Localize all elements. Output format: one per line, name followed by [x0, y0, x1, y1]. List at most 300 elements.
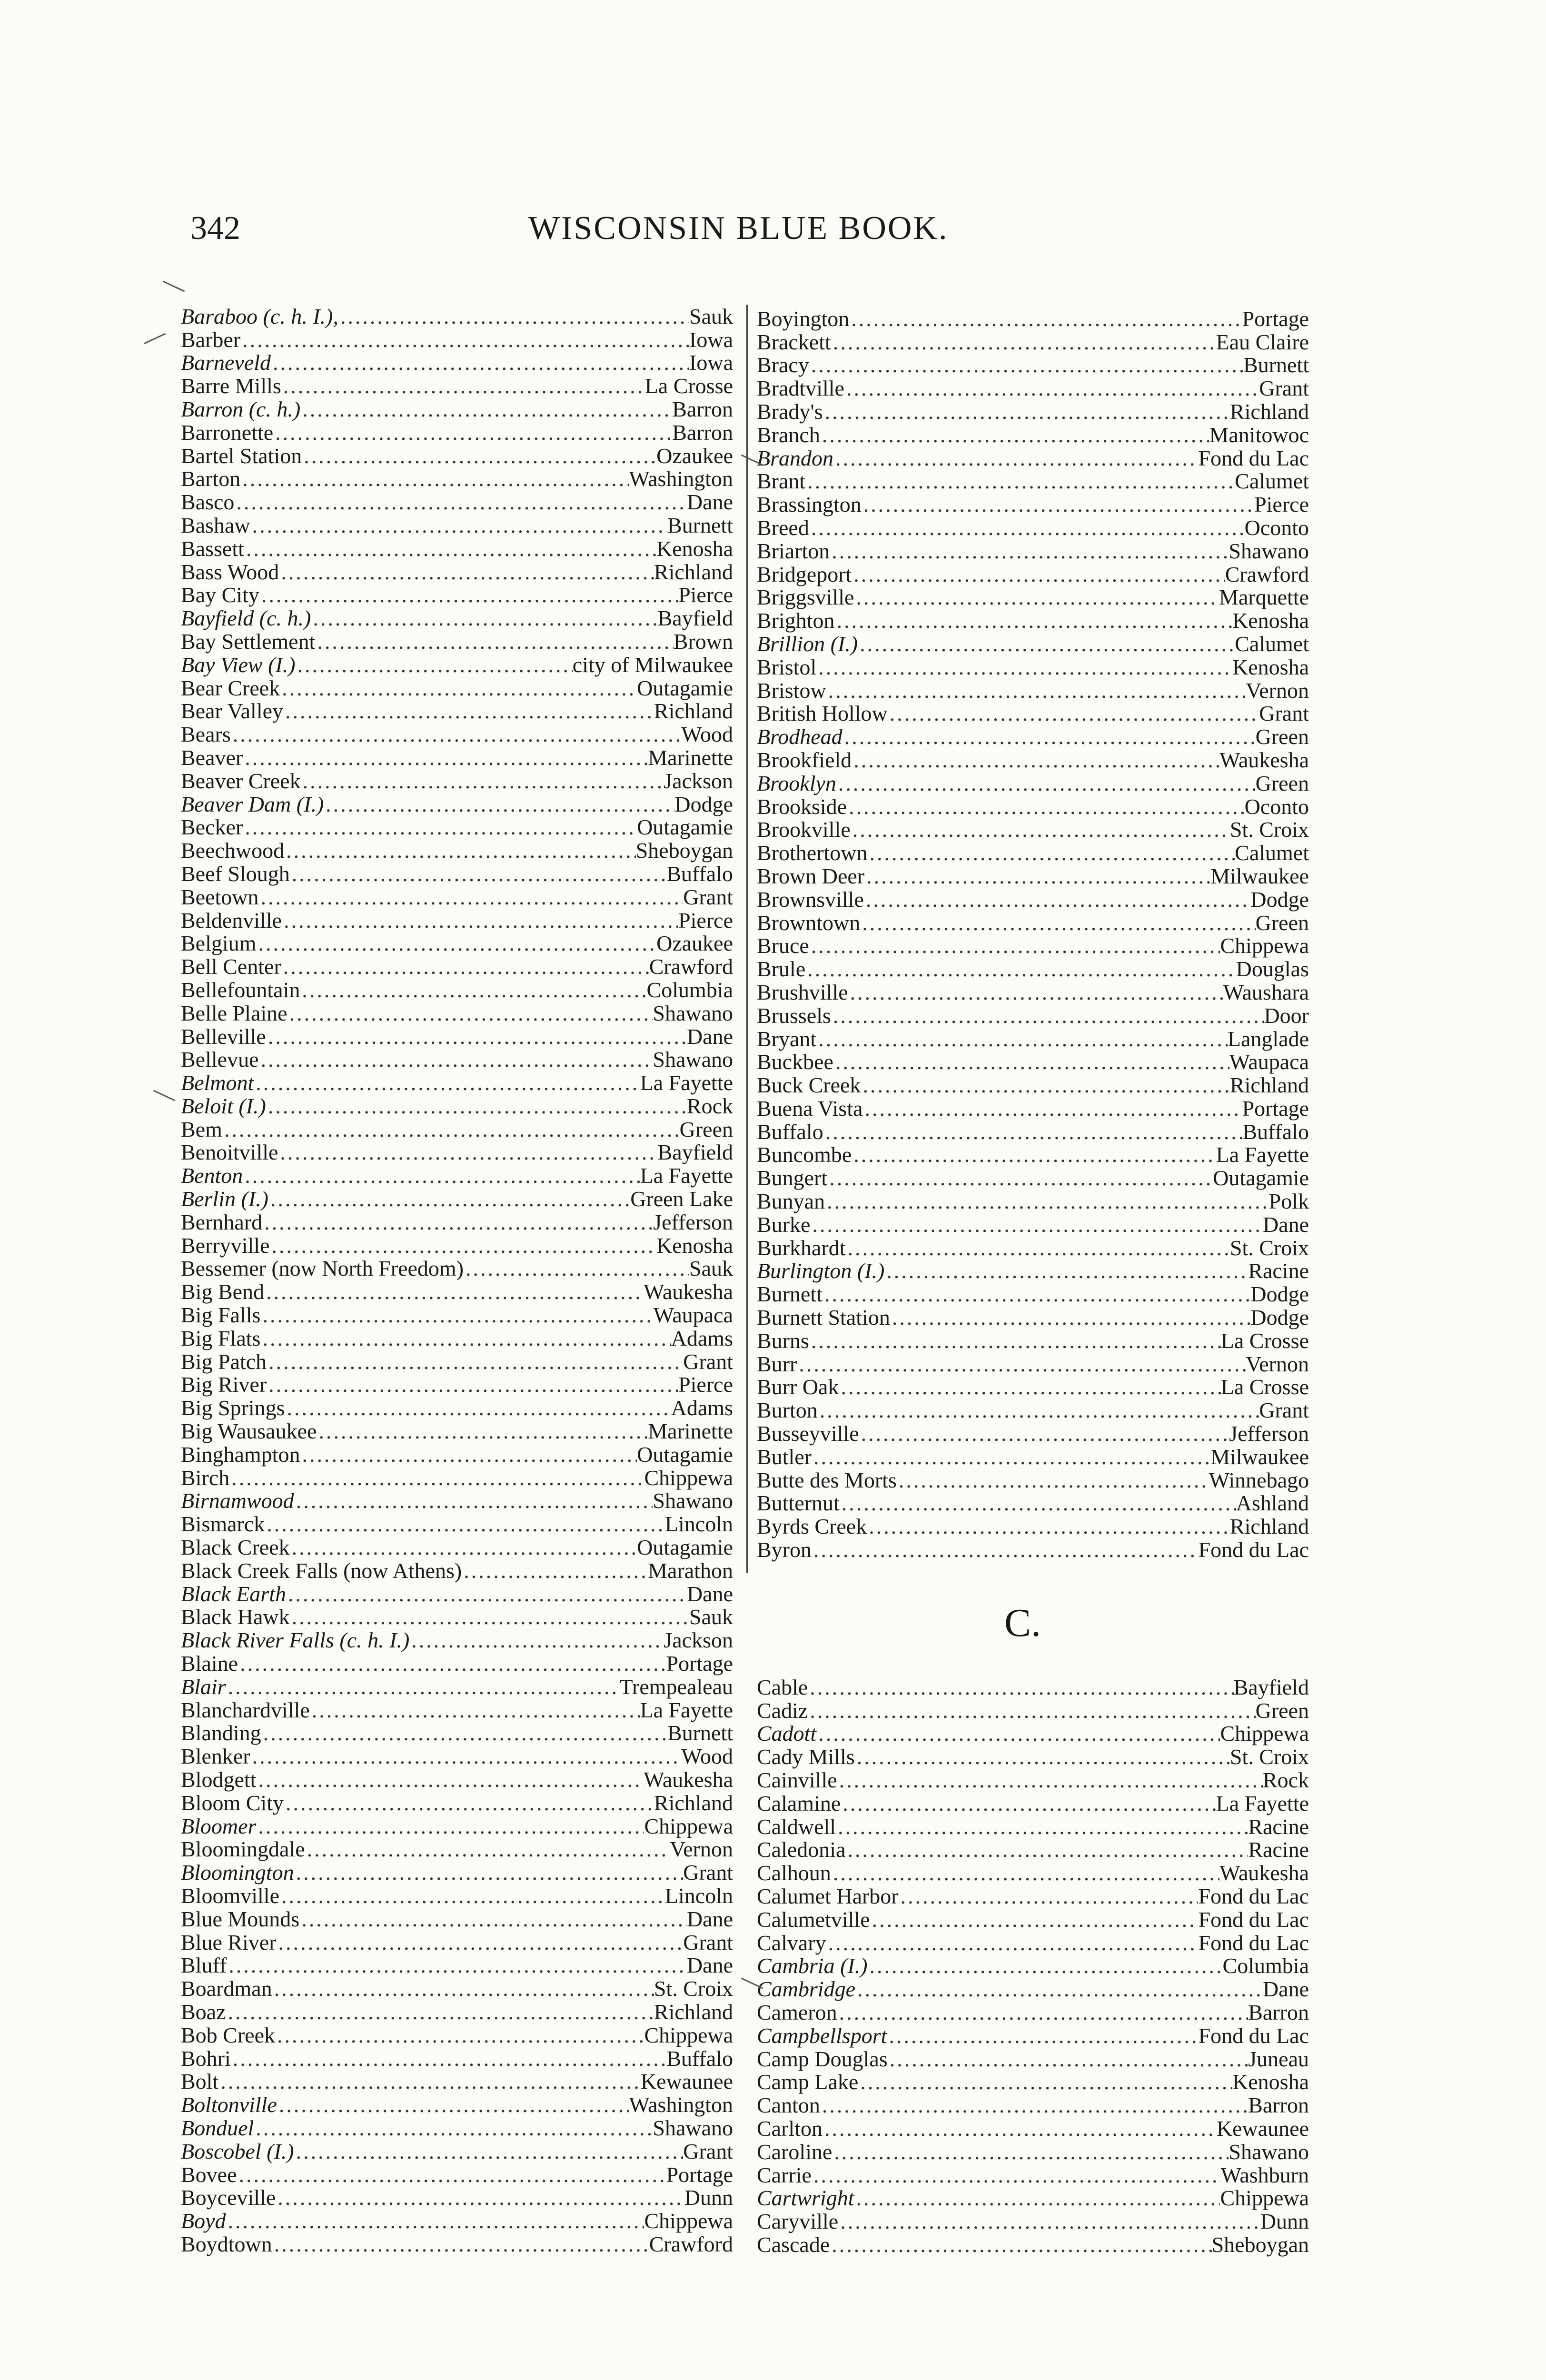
gazetteer-entry [181, 885, 733, 909]
gazetteer-entry [757, 2187, 1309, 2210]
gazetteer-entry [181, 584, 733, 607]
gazetteer-entry [181, 2163, 733, 2186]
gazetteer-entry [181, 1884, 733, 1907]
gazetteer-entry [757, 1236, 1309, 1259]
dot-leader [858, 2071, 1232, 2093]
gazetteer-entry [181, 1303, 733, 1327]
gazetteer-entry [181, 1489, 733, 1513]
dot-leader [284, 839, 635, 862]
gazetteer-entry [181, 1048, 733, 1071]
dot-leader [244, 537, 656, 560]
column-divider [746, 305, 748, 1573]
gazetteer-entry [181, 862, 733, 885]
dot-leader [849, 307, 1242, 330]
place-name: Bovee [181, 2162, 237, 2187]
county-name: Juneau [1248, 2046, 1309, 2071]
gazetteer-entry [757, 1259, 1309, 1283]
dot-leader [256, 1815, 644, 1838]
dot-leader [888, 2048, 1249, 2071]
county-name: Wood [681, 722, 733, 747]
place-name: Bloomer [181, 1814, 257, 1838]
dot-leader [231, 723, 682, 746]
dot-leader [259, 886, 684, 909]
gazetteer-entry [181, 467, 733, 491]
dot-leader [816, 656, 1232, 679]
gazetteer-entry [181, 1187, 733, 1210]
gazetteer-entry [181, 1002, 733, 1025]
place-name: Beechwood [181, 838, 285, 863]
county-name: Waushara [1223, 980, 1309, 1004]
place-name: Becker [181, 815, 243, 840]
place-name: Branch [757, 422, 820, 447]
dot-leader [846, 1237, 1230, 1259]
dot-leader [238, 1652, 666, 1675]
place-name: Byrds Creek [757, 1514, 867, 1539]
gazetteer-entry [181, 328, 733, 351]
place-name: Bay City [181, 583, 259, 607]
county-name: Buffalo [1242, 1119, 1309, 1144]
county-name: Oconto [1244, 515, 1309, 540]
place-name: Brookfield [757, 747, 852, 772]
gazetteer-entry [757, 493, 1309, 516]
place-name: Barron (c. h.) [181, 397, 301, 421]
dot-leader [831, 331, 1216, 354]
place-name: Beloit (I.) [181, 1093, 266, 1118]
place-name: Big Bend [181, 1279, 265, 1304]
place-name: Burke [757, 1212, 811, 1237]
dot-leader [826, 1932, 1199, 1954]
gazetteer-entry [181, 490, 733, 514]
dot-leader [279, 1884, 665, 1907]
county-name: Ashland [1236, 1491, 1309, 1516]
place-name: Baraboo (c. h. I.), [181, 304, 338, 328]
gazetteer-entry [757, 1398, 1309, 1422]
dot-leader [254, 1071, 640, 1094]
place-name: Boaz [181, 1999, 226, 2024]
place-name: Brookville [757, 817, 851, 842]
place-name: Caryville [757, 2209, 839, 2234]
place-name: Calumet Harbor [757, 1884, 899, 1908]
county-name: Sauk [689, 1605, 733, 1629]
county-name: Pierce [678, 583, 733, 607]
dot-leader [271, 351, 689, 374]
gazetteer-entry [757, 1166, 1309, 1190]
place-name: Black Creek [181, 1535, 290, 1560]
county-name: Kewaunee [1216, 2116, 1309, 2141]
county-name: Waukesha [644, 1279, 733, 1304]
gazetteer-entry [181, 2047, 733, 2070]
place-name: Beetown [181, 884, 259, 909]
county-name: Oconto [1244, 794, 1309, 819]
county-name: Marinette [648, 745, 733, 770]
place-name: Bears [181, 722, 231, 747]
dot-leader [870, 1908, 1199, 1931]
county-name: Shawano [653, 2115, 733, 2140]
place-name: Boyceville [181, 2185, 276, 2210]
place-name: Blanchardville [181, 1697, 310, 1722]
dot-leader [840, 1492, 1236, 1515]
dot-leader [281, 955, 649, 978]
dot-leader [837, 1769, 1263, 1792]
county-name: La Fayette [640, 1697, 733, 1722]
gazetteer-entry [181, 1652, 733, 1675]
county-name: Fond du Lac [1198, 1907, 1309, 1932]
county-name: Jefferson [653, 1210, 733, 1234]
county-name: Winnebago [1209, 1468, 1309, 1492]
dot-leader [897, 1469, 1209, 1492]
county-name: Crawford [649, 2231, 733, 2256]
gazetteer-entry [181, 700, 733, 723]
county-name: Outagamie [637, 1442, 733, 1467]
place-name: Butternut [757, 1491, 840, 1516]
dot-leader [818, 1399, 1259, 1422]
county-name: Dunn [684, 2185, 733, 2210]
gazetteer-entry [757, 725, 1309, 748]
place-name: Brillion (I.) [757, 631, 858, 656]
gazetteer-entry [181, 1954, 733, 1977]
county-name: Grant [683, 884, 733, 909]
county-name: Waupaca [653, 1303, 733, 1328]
place-name: Buena Vista [757, 1096, 863, 1121]
dot-leader [859, 1422, 1229, 1445]
dot-leader [256, 932, 656, 955]
county-name: Buffalo [666, 2046, 733, 2071]
dot-leader [278, 1141, 657, 1164]
county-name: Richland [654, 699, 733, 724]
place-name: Boydtown [181, 2231, 272, 2256]
dot-leader [808, 1699, 1255, 1722]
gazetteer-entry [181, 630, 733, 653]
county-name: Columbia [1222, 1954, 1309, 1978]
dot-leader [279, 561, 654, 584]
dot-leader [267, 1373, 678, 1396]
dot-leader [864, 865, 1210, 888]
place-name: Browntown [757, 910, 861, 935]
place-name: Big Falls [181, 1303, 261, 1328]
gazetteer-entry [181, 1118, 733, 1141]
dot-leader [464, 1257, 689, 1280]
county-name: Fond du Lac [1198, 2023, 1309, 2048]
gazetteer-entry [757, 1422, 1309, 1445]
place-name: Brule [757, 957, 806, 982]
gazetteer-entry [181, 2070, 733, 2093]
place-name: Campbellsport [757, 2023, 887, 2048]
place-name: Binghampton [181, 1442, 300, 1467]
gazetteer-entry [181, 2116, 733, 2140]
gazetteer-entry [181, 1931, 733, 1954]
gazetteer-entry [181, 2023, 733, 2047]
dot-leader [830, 2233, 1211, 2256]
gazetteer-entry [757, 1931, 1309, 1954]
place-name: Camp Douglas [757, 2046, 888, 2071]
gazetteer-entry [181, 1606, 733, 1629]
dot-leader [823, 400, 1230, 423]
county-name: Waukesha [644, 1767, 733, 1792]
gazetteer-entry [757, 632, 1309, 655]
gazetteer-entry [757, 354, 1309, 377]
gazetteer-entry [181, 909, 733, 932]
place-name: Caldwell [757, 1814, 836, 1839]
county-name: La Fayette [640, 1163, 733, 1188]
gazetteer-entry [757, 330, 1309, 354]
dot-leader [268, 1188, 630, 1210]
place-name: Black Hawk [181, 1605, 290, 1629]
place-name: Bloomington [181, 1860, 294, 1885]
place-name: Briarton [757, 538, 830, 563]
place-name: Beldenville [181, 908, 282, 932]
place-name: Cambridge [757, 1977, 855, 2002]
gazetteer-entry [181, 1396, 733, 1419]
county-name: La Crosse [644, 374, 733, 398]
dot-leader [805, 958, 1236, 981]
place-name: Caledonia [757, 1837, 846, 1862]
dot-leader [409, 1629, 664, 1652]
place-name: Bay View (I.) [181, 652, 296, 677]
county-name: Lincoln [664, 1512, 733, 1537]
place-name: Bellevue [181, 1047, 259, 1072]
gazetteer-entry [757, 2210, 1309, 2233]
dot-leader [234, 491, 687, 514]
page-header [0, 209, 1546, 248]
gazetteer-entry [757, 1815, 1309, 1838]
place-name: Byron [757, 1537, 812, 1562]
place-name: Barre Mills [181, 374, 281, 398]
place-name: Bay Settlement [181, 629, 316, 654]
gazetteer-entry [181, 606, 733, 630]
gazetteer-entry [757, 957, 1309, 981]
gazetteer-entry [757, 377, 1309, 400]
dot-leader [851, 818, 1230, 841]
dot-leader [311, 607, 657, 630]
dot-leader [300, 979, 646, 1002]
dot-leader [259, 1048, 653, 1071]
county-name: Shawano [1229, 2139, 1309, 2164]
place-name: Belmont [181, 1071, 254, 1095]
right-column-c [757, 1676, 1309, 2256]
gazetteer-entry [181, 305, 733, 328]
place-name: Bunyan [757, 1189, 825, 1214]
dot-leader [867, 1515, 1230, 1538]
county-name: Waukesha [1219, 747, 1309, 772]
place-name: Brooklyn [757, 771, 836, 795]
county-name: Chippewa [644, 1814, 733, 1838]
pencil-mark [163, 281, 185, 292]
gazetteer-entry [181, 2093, 733, 2116]
place-name: Cascade [757, 2232, 830, 2257]
county-name: Green [1255, 771, 1309, 795]
place-name: Bellefountain [181, 977, 300, 1002]
county-name: Columbia [646, 977, 733, 1002]
dot-leader [863, 1097, 1242, 1120]
place-name: Blaine [181, 1651, 238, 1676]
county-name: Jackson [664, 1628, 733, 1653]
county-name: Kenosha [1232, 608, 1309, 633]
place-name: Burlington (I.) [757, 1259, 885, 1283]
gazetteer-entry [757, 981, 1309, 1004]
gazetteer-entry [757, 748, 1309, 772]
county-name: Douglas [1236, 957, 1309, 982]
county-name: Green Lake [630, 1187, 733, 1211]
dot-leader [833, 447, 1198, 470]
dot-leader [300, 1443, 637, 1466]
place-name: Birnamwood [181, 1488, 294, 1513]
place-name: Bismarck [181, 1512, 265, 1537]
place-name: Brushville [757, 980, 848, 1004]
gazetteer-entry [181, 1791, 733, 1815]
dot-leader [261, 1722, 667, 1745]
dot-leader [282, 909, 678, 932]
county-name: Ozaukee [656, 443, 733, 468]
dot-leader [868, 1954, 1223, 1977]
gazetteer-entry [181, 1559, 733, 1582]
county-name: Brown [673, 629, 733, 654]
place-name: Bloom City [181, 1790, 284, 1815]
place-name: Beaver Creek [181, 768, 301, 793]
gazetteer-entry [757, 772, 1309, 795]
gazetteer-entry [757, 1861, 1309, 1884]
dot-leader [860, 912, 1255, 934]
dot-leader [855, 1978, 1263, 2001]
dot-leader [250, 1745, 682, 1768]
county-name: Calumet [1235, 841, 1309, 865]
dot-leader [294, 1861, 684, 1884]
county-name: Burnett [667, 1721, 733, 1745]
county-name: Dane [686, 1581, 733, 1606]
dot-leader [229, 1467, 644, 1489]
place-name: Bolt [181, 2069, 219, 2094]
dot-leader [862, 493, 1254, 516]
dot-leader [809, 354, 1243, 377]
gazetteer-entry [181, 1815, 733, 1838]
dot-leader [831, 1004, 1264, 1027]
county-name: Shawano [1229, 538, 1309, 563]
dot-leader [846, 1838, 1249, 1861]
county-name: St. Croix [654, 1976, 733, 2001]
dot-leader [841, 1792, 1216, 1815]
county-name: Kewaunee [640, 2069, 733, 2094]
county-name: Fond du Lac [1198, 1537, 1309, 1562]
dot-leader [462, 1559, 648, 1582]
place-name: Blenker [181, 1744, 250, 1769]
county-name: Vernon [1246, 678, 1309, 703]
dot-leader [808, 1676, 1233, 1699]
gazetteer-entry [181, 1466, 733, 1489]
gazetteer-entry [757, 307, 1309, 330]
dot-leader [338, 305, 689, 328]
dot-leader [290, 1606, 689, 1628]
dot-leader [888, 702, 1259, 725]
dot-leader [836, 1815, 1248, 1838]
gazetteer-entry [757, 888, 1309, 911]
county-name: Polk [1269, 1189, 1309, 1214]
county-name: Fond du Lac [1198, 1930, 1309, 1955]
dot-leader [272, 1977, 654, 2000]
place-name: Big Springs [181, 1396, 285, 1420]
place-name: Burkhardt [757, 1235, 846, 1260]
section-heading-c: C. [1004, 1601, 1041, 1645]
county-name: Marinette [648, 1419, 733, 1444]
place-name: Belgium [181, 931, 257, 956]
county-name: Sauk [689, 1256, 733, 1281]
gazetteer-entry [757, 586, 1309, 609]
county-name: Iowa [689, 350, 733, 375]
dot-leader [310, 1699, 640, 1722]
gazetteer-entry [757, 609, 1309, 632]
county-name: St. Croix [1229, 817, 1309, 842]
dot-leader [259, 584, 678, 606]
gazetteer-entry [181, 1071, 733, 1094]
place-name: Bem [181, 1117, 222, 1141]
dot-leader [240, 467, 629, 490]
county-name: Bayfield [657, 1140, 733, 1165]
gazetteer-entry [181, 2000, 733, 2023]
place-name: Benton [181, 1163, 243, 1188]
gazetteer-entry [757, 516, 1309, 539]
place-name: Beef Slough [181, 861, 290, 886]
gazetteer-entry [757, 446, 1309, 470]
county-name: Green [1255, 1698, 1309, 1723]
dot-leader [809, 934, 1220, 957]
gazetteer-entry [757, 1097, 1309, 1120]
county-name: Calumet [1235, 469, 1309, 494]
gazetteer-entry [757, 1027, 1309, 1051]
county-name: Dane [686, 490, 733, 515]
dot-leader [830, 540, 1229, 563]
gazetteer-entry [757, 841, 1309, 864]
county-name: Kenosha [656, 1233, 733, 1258]
county-name: Iowa [689, 327, 733, 352]
gazetteer-entry [757, 1051, 1309, 1074]
dot-leader [301, 770, 664, 793]
county-name: Sheboygan [1211, 2232, 1309, 2257]
place-name: Boltonville [181, 2092, 277, 2117]
gazetteer-entry [181, 1141, 733, 1164]
gazetteer-entry [757, 2071, 1309, 2094]
place-name: Carlton [757, 2116, 823, 2141]
gazetteer-entry [181, 839, 733, 862]
dot-leader [854, 2187, 1220, 2210]
gazetteer-entry [757, 1699, 1309, 1722]
gazetteer-entry [181, 1582, 733, 1606]
dot-leader [852, 749, 1219, 772]
county-name: Kenosha [1232, 2070, 1309, 2094]
place-name: Big River [181, 1372, 267, 1397]
gazetteer-entry [181, 2232, 733, 2256]
gazetteer-entry [757, 2140, 1309, 2163]
county-name: Adams [671, 1326, 733, 1350]
gazetteer-entry [181, 793, 733, 816]
dot-leader [816, 1722, 1220, 1745]
place-name: Bristol [757, 654, 817, 679]
place-name: Berlin (I.) [181, 1187, 268, 1211]
place-name: Calamine [757, 1791, 841, 1815]
county-name: Grant [683, 2139, 733, 2163]
place-name: Belleville [181, 1024, 266, 1049]
gazetteer-entry [181, 1745, 733, 1768]
place-name: Brownsville [757, 887, 864, 912]
county-name: Marathon [648, 1558, 733, 1583]
gazetteer-entry [181, 816, 733, 839]
gazetteer-entry [181, 955, 733, 978]
place-name: Cainville [757, 1767, 837, 1792]
gazetteer-entry [181, 514, 733, 537]
gazetteer-entry [181, 1257, 733, 1280]
dot-leader [280, 677, 637, 700]
gazetteer-entry [181, 1280, 733, 1303]
county-name: Chippewa [1220, 1721, 1309, 1746]
county-name: Dane [1262, 1212, 1309, 1237]
gazetteer-entry [181, 1164, 733, 1187]
